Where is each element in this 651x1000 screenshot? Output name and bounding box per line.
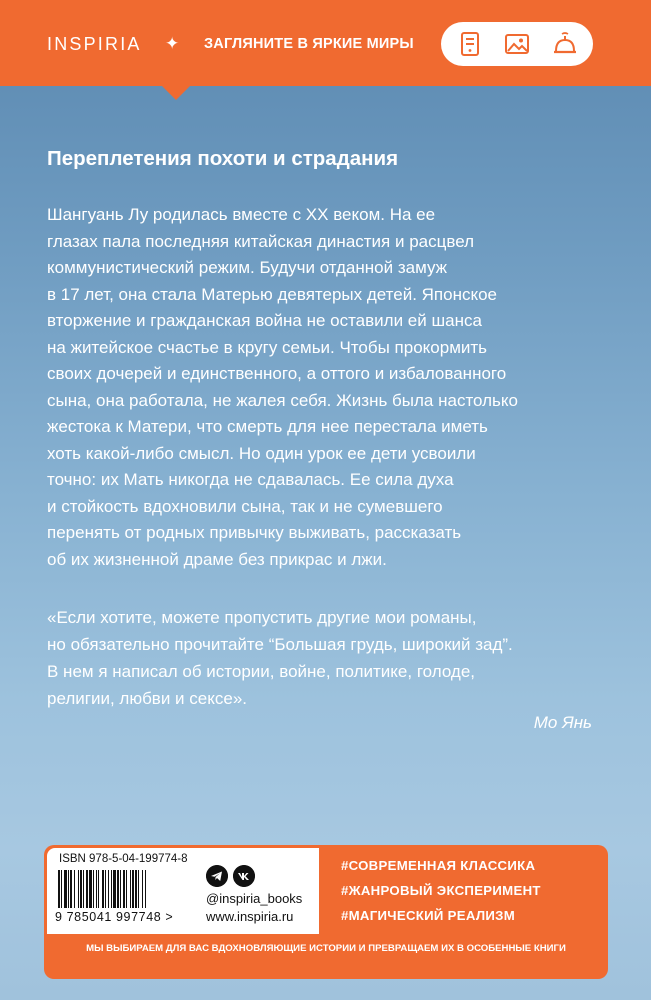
barcode-bar: [78, 870, 79, 908]
barcode-bar: [117, 870, 119, 908]
vk-icon[interactable]: [233, 865, 255, 887]
barcode-bar: [89, 870, 92, 908]
paragraph-line: в 17 лет, она стала Матерью девятерых детей. Японское: [47, 284, 498, 304]
ebook-icon: [457, 31, 483, 57]
isbn-label: ISBN 978-5-04-199774-8: [59, 853, 188, 865]
banner-notch: [162, 86, 190, 100]
barcode-bar: [83, 870, 84, 908]
author-quote: [47, 604, 607, 712]
quote-line: религии, любви и сексе».: [47, 689, 247, 708]
genre-tags: [341, 858, 541, 933]
publisher-tagline: МЫ ВЫБИРАЕМ ДЛЯ ВАС ВДОХНОВЛЯЮЩИЕ ИСТОРИИ И ПРЕВРАЩАЕМ ИХ В ОСОБЕННЫЕ КНИГИ: [86, 943, 566, 954]
section-heading: Переплетения похоти и страдания: [47, 147, 399, 170]
paragraph-line: жестока к Матери, что смерть для нее перестала иметь: [47, 417, 488, 436]
barcode-bar: [123, 870, 125, 908]
barcode-bar: [130, 870, 131, 908]
barcode-bar: [102, 870, 104, 908]
paragraph-line: об их жизненной драме без прикрас и лжи.: [47, 549, 387, 569]
barcode-bar: [93, 870, 94, 908]
barcode-bar: [135, 870, 137, 908]
paragraph-line: хоть какой-либо смысл. Но один урок ее дети усвоили: [47, 443, 476, 463]
barcode-bar: [145, 870, 146, 908]
barcode-bar: [74, 870, 75, 908]
format-icons-pill: [441, 22, 593, 66]
paragraph-line: вторжение и гражданская война не оставили ей шанса: [47, 311, 482, 330]
barcode-bar: [108, 870, 109, 908]
paragraph-line: своих дочерей и единственного, а оттого и избалованного: [47, 364, 507, 383]
genre-tag: #МАГИЧЕСКИЙ РЕАЛИЗМ: [341, 908, 516, 923]
barcode-bar: [126, 870, 127, 908]
barcode-bar: [96, 870, 97, 908]
paragraph-line: глазах пала последняя китайская династия и расцвел: [47, 231, 475, 251]
quote-line: В нем я написал об истории, войне, политике, голоде,: [47, 662, 476, 681]
audio-icon: [552, 31, 578, 57]
barcode-bar: [64, 870, 67, 908]
barcode-digits: 9 785041 997748 >: [55, 910, 174, 924]
barcode-bar: [86, 870, 88, 908]
barcode-bar: [61, 870, 62, 908]
paragraph-line: на житейское счастье в кругу семьи. Чтобы прокормить: [47, 337, 488, 357]
sparkle-icon: ✦: [165, 34, 180, 53]
quote-line: но обязательно прочитайте “Большая грудь, широкий зад”.: [47, 635, 513, 654]
image-icon: [504, 31, 530, 57]
paragraph-line: точно: их Мать никогда не сдавалась. Ее сила духа: [47, 470, 454, 489]
barcode-bar: [98, 870, 99, 908]
brand-logo: INSPIRIA: [47, 34, 142, 54]
paragraph-line: сына, она работала, не жалея себя. Жизнь была настолько: [47, 390, 518, 410]
telegram-icon[interactable]: [206, 865, 228, 887]
barcode-image: [57, 870, 181, 908]
slogan: ЗАГЛЯНИТЕ В ЯРКИЕ МИРЫ: [204, 36, 414, 52]
barcode-bar: [105, 870, 106, 908]
barcode-bar: [68, 870, 69, 908]
barcode-bar: [132, 870, 134, 908]
barcode-bar: [58, 870, 60, 908]
genre-tag: #ЖАНРОВЫЙ ЭКСПЕРИМЕНТ: [341, 883, 541, 898]
barcode-bar: [138, 870, 139, 908]
barcode-bar: [70, 870, 72, 908]
genre-tag: #СОВРЕМЕННАЯ КЛАССИКА: [341, 858, 536, 873]
paragraph-line: Шангуань Лу родилась вместе с XX веком. На ее: [47, 205, 436, 224]
barcode-bar: [142, 870, 143, 908]
barcode-bar: [80, 870, 82, 908]
barcode-bar: [113, 870, 116, 908]
description-paragraph: [47, 202, 607, 573]
website-link[interactable]: www.inspiria.ru: [206, 909, 294, 924]
quote-line: «Если хотите, можете пропустить другие мои романы,: [47, 608, 477, 627]
paragraph-line: коммунистический режим. Будучи отданной замуж: [47, 258, 448, 277]
social-handle[interactable]: @inspiria_books: [206, 891, 303, 906]
barcode-bar: [120, 870, 121, 908]
barcode-bar: [111, 870, 112, 908]
quote-author: Мо Янь: [533, 713, 592, 732]
paragraph-line: перенять от родных привычку выживать, рассказать: [47, 523, 462, 542]
paragraph-line: и стойкость вдохновили сына, так и не сумевшего: [47, 496, 443, 516]
